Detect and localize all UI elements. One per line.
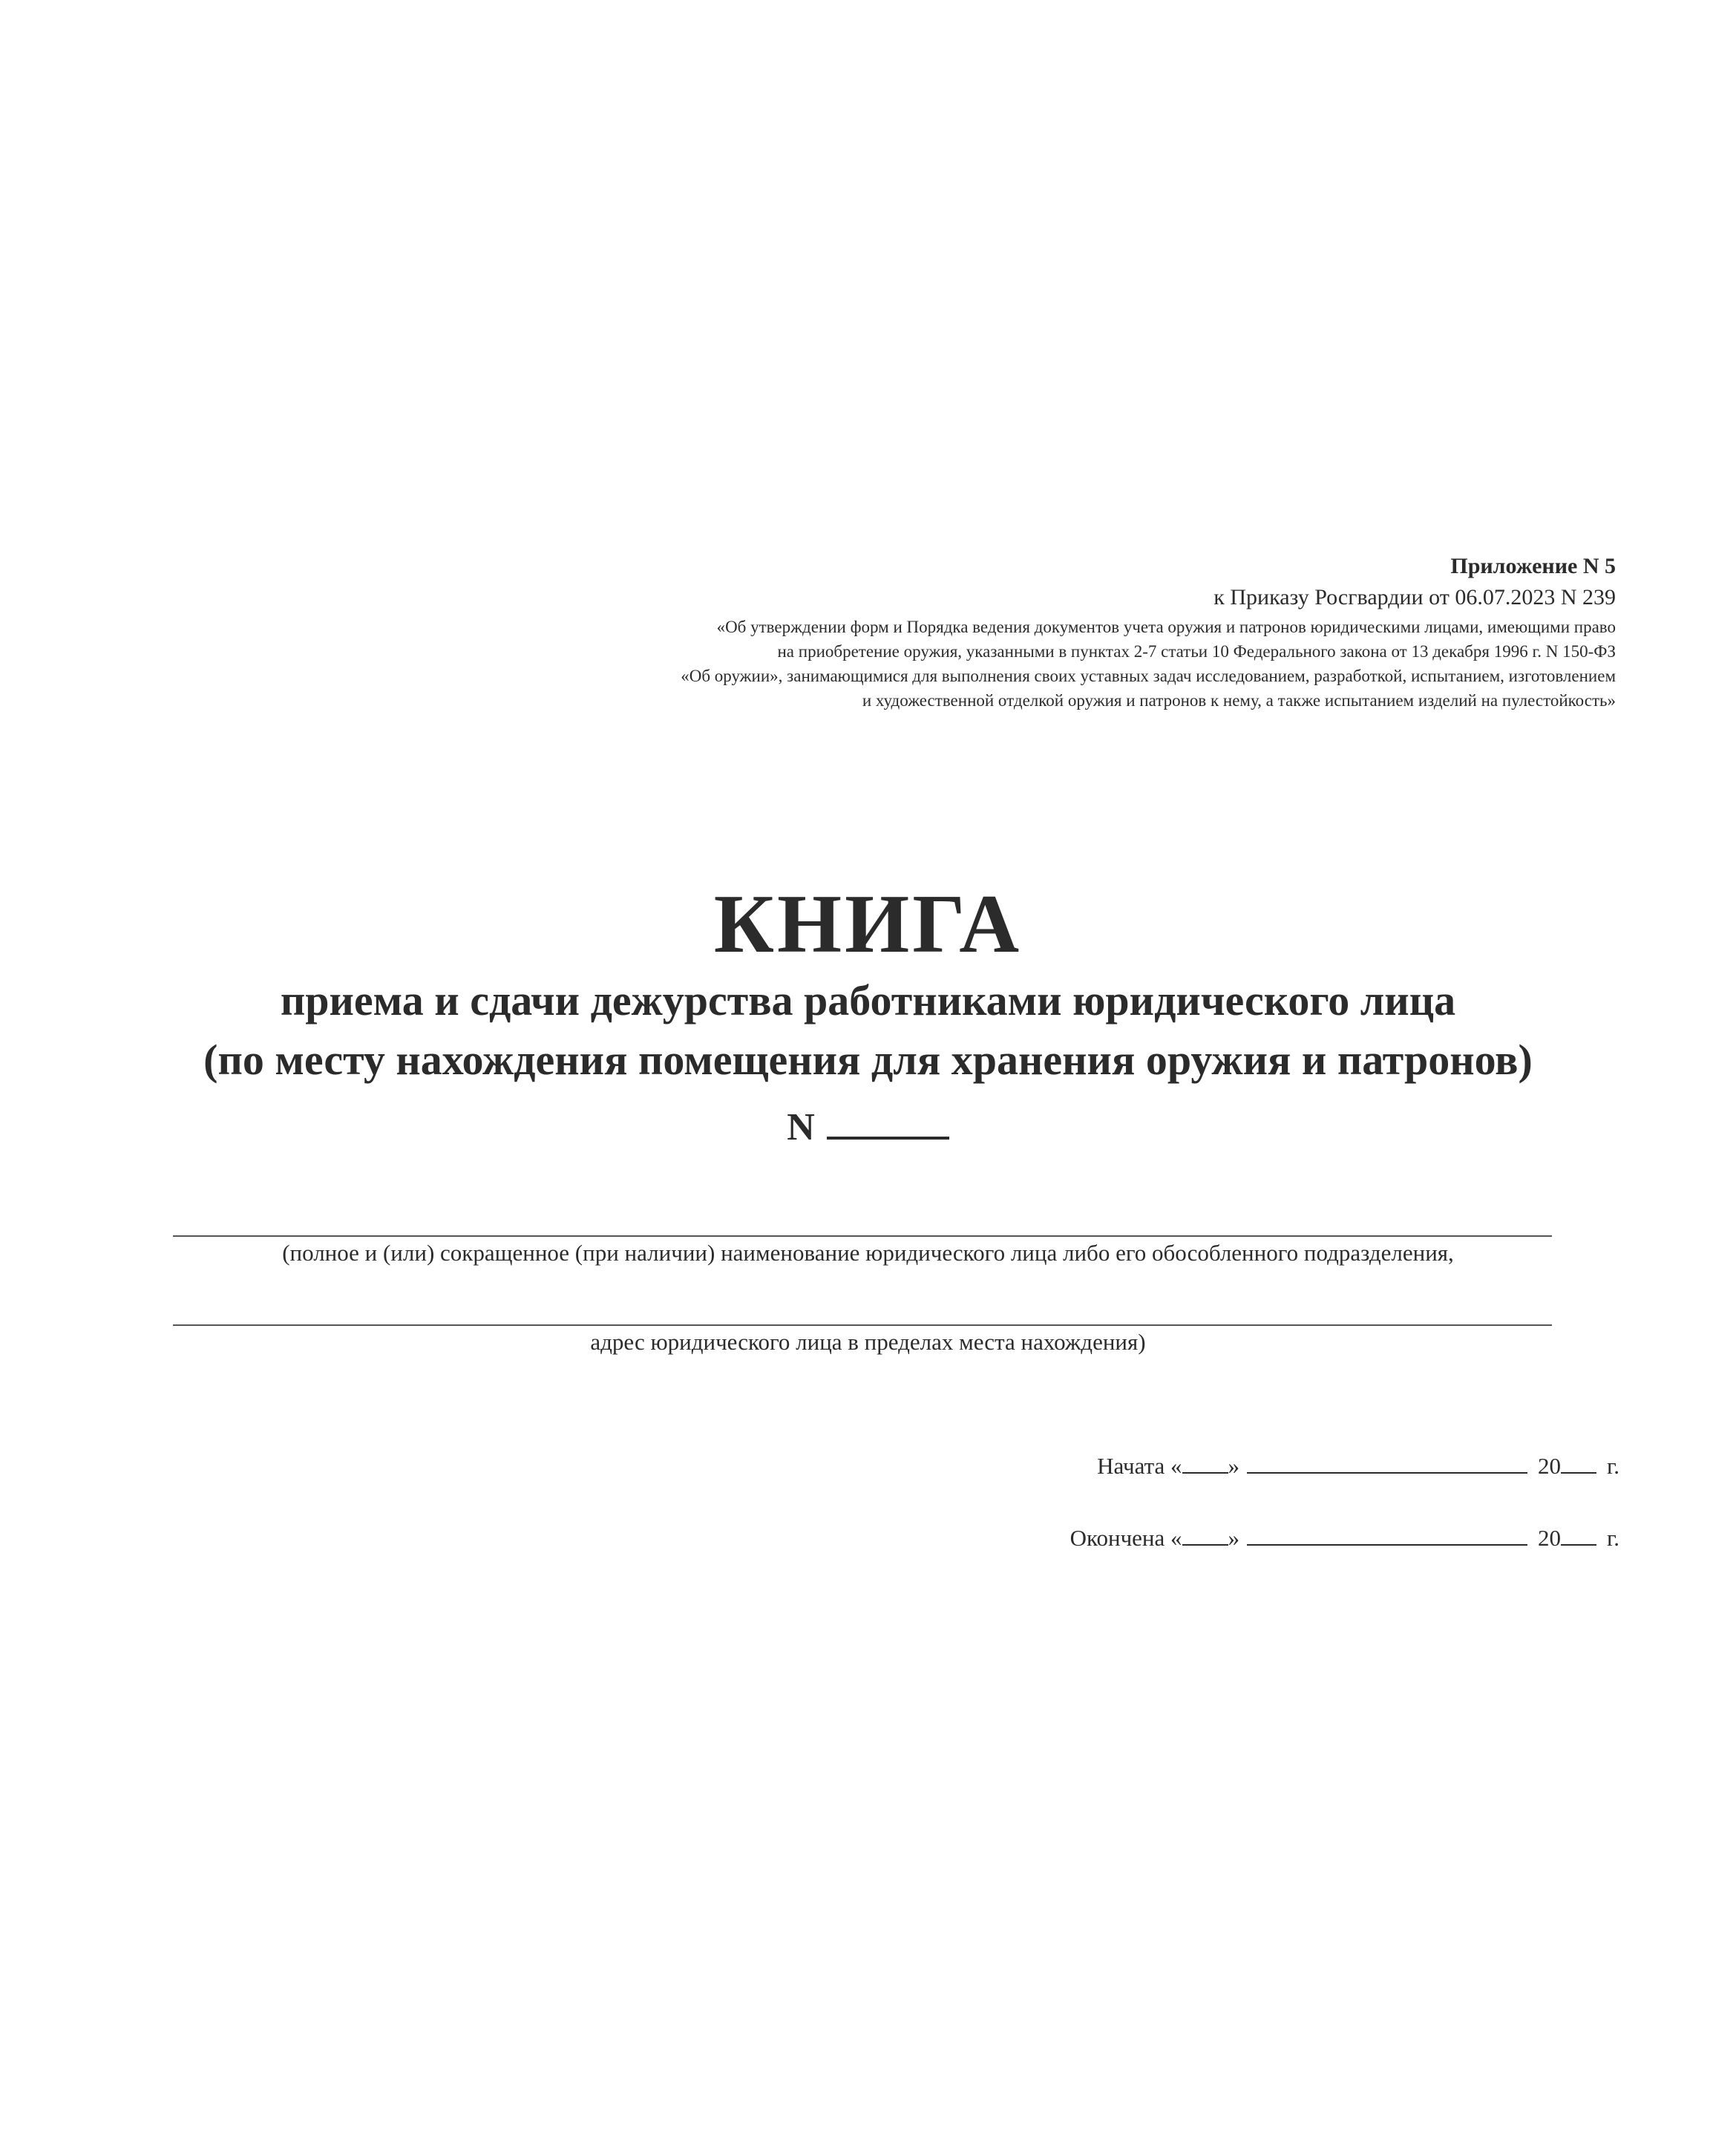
- started-day-blank[interactable]: [1182, 1451, 1228, 1474]
- ended-date-row: [1070, 1523, 1619, 1553]
- ended-label: Окончена «: [1070, 1525, 1182, 1551]
- appendix-description: [428, 615, 1616, 713]
- book-number: [0, 1102, 1736, 1154]
- year-prefix: 20: [1538, 1453, 1562, 1479]
- year-suffix: г.: [1607, 1525, 1619, 1551]
- appendix-header: [428, 551, 1616, 713]
- book-subtitle: [0, 971, 1736, 1090]
- book-number-blank[interactable]: [827, 1107, 949, 1140]
- appendix-description-line: «Об утверждении форм и Порядка ведения документов учета оружия и патронов юридическими лицами, имеющими право: [716, 618, 1616, 636]
- appendix-description-line: «Об оружии», занимающимися для выполнения своих уставных задач исследованием, разработкой, испытанием, изготовлением: [681, 667, 1616, 685]
- book-title: КНИГА: [713, 878, 1023, 970]
- ended-month-blank[interactable]: [1247, 1523, 1527, 1546]
- started-year-blank[interactable]: [1561, 1451, 1596, 1474]
- year-suffix: г.: [1607, 1453, 1619, 1479]
- quote-close: »: [1228, 1525, 1240, 1551]
- organization-name-line[interactable]: [173, 1235, 1552, 1237]
- started-month-blank[interactable]: [1247, 1451, 1527, 1474]
- organization-address-caption: адрес юридического лица в пределах места нахождения): [590, 1329, 1146, 1355]
- book-number-label: N: [787, 1106, 815, 1148]
- year-prefix: 20: [1538, 1525, 1562, 1551]
- ended-day-blank[interactable]: [1182, 1523, 1228, 1546]
- appendix-title: Приложение N 5: [1450, 554, 1616, 578]
- quote-close: »: [1228, 1453, 1240, 1479]
- organization-address-line[interactable]: [173, 1324, 1552, 1326]
- ended-year-blank[interactable]: [1561, 1523, 1596, 1546]
- book-subtitle-line: (по месту нахождения помещения для хранения оружия и патронов): [203, 1036, 1533, 1084]
- appendix-description-line: на приобретение оружия, указанными в пунктах 2-7 статьи 10 Федерального закона от 13 декабря 1996 г. N 150-ФЗ: [777, 642, 1616, 661]
- appendix-description-line: и художественной отделкой оружия и патронов к нему, а также испытанием изделий на пулестойкость»: [862, 691, 1616, 710]
- organization-name-caption: (полное и (или) сокращенное (при наличии) наименование юридического лица либо его обособленного подразделения,: [282, 1240, 1454, 1266]
- started-date-row: [1097, 1451, 1619, 1481]
- book-subtitle-line: приема и сдачи дежурства работниками юридического лица: [280, 976, 1456, 1024]
- appendix-order-reference: к Приказу Росгвардии от 06.07.2023 N 239: [1213, 585, 1616, 609]
- started-label: Начата «: [1097, 1453, 1182, 1479]
